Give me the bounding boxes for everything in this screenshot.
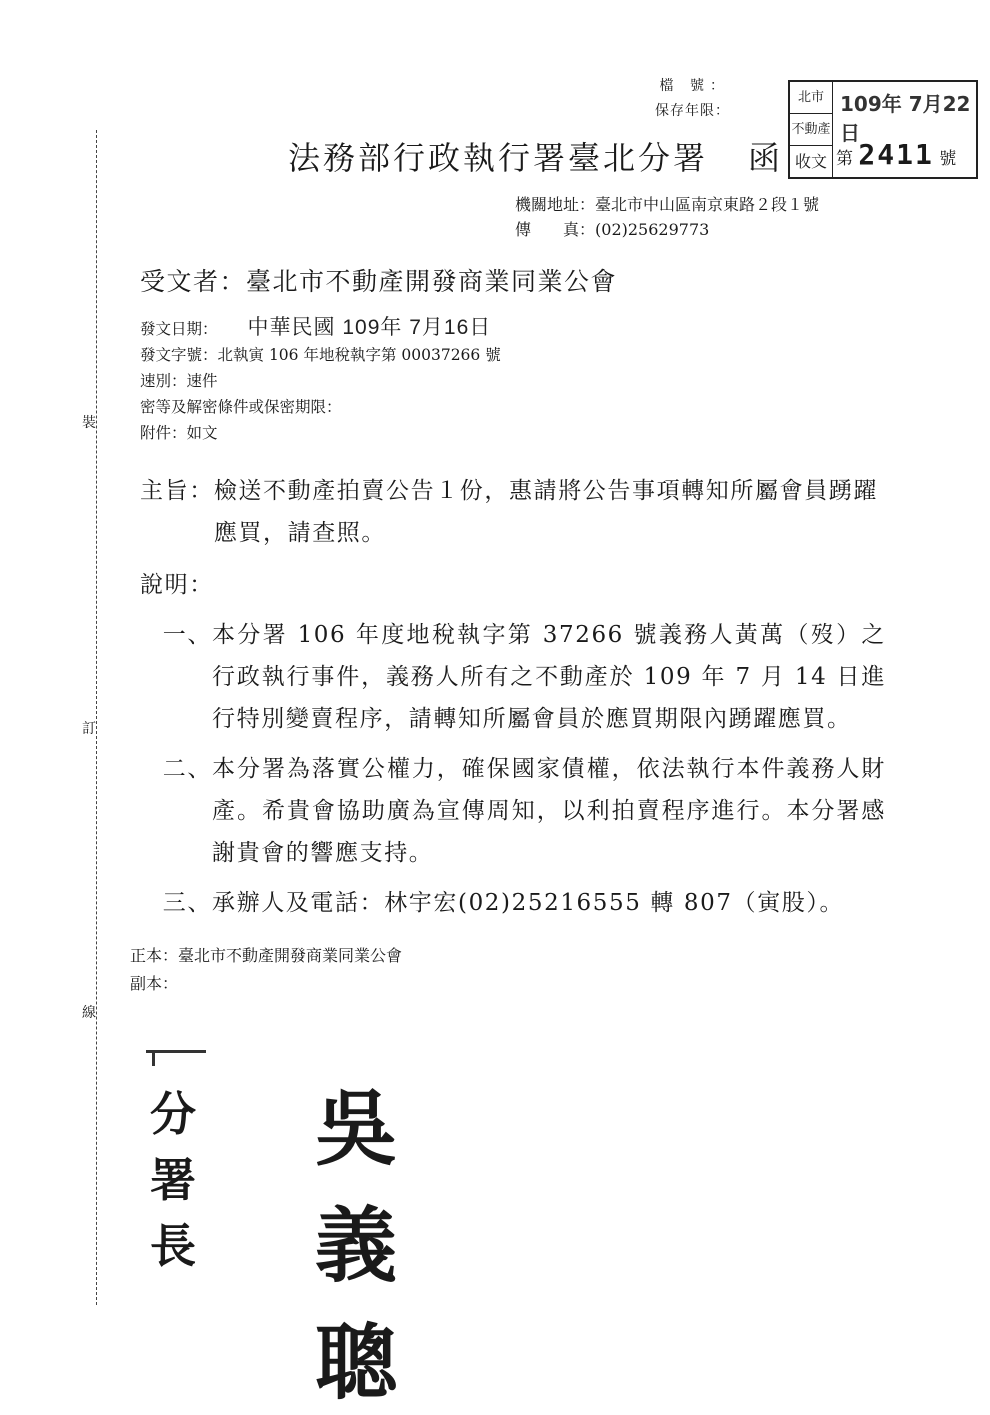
document-title bbox=[288, 133, 783, 179]
binding-line bbox=[96, 130, 97, 1305]
signature-role: 分署長 bbox=[150, 1087, 198, 1273]
subject-label: 主旨： bbox=[140, 478, 214, 504]
explanation-label: 說明： bbox=[140, 572, 214, 598]
speed-label: 速別： bbox=[140, 372, 187, 390]
stamp-org-line-3: 收文 bbox=[794, 152, 827, 171]
speed-value: 速件 bbox=[186, 372, 218, 390]
subject-text: 檢送不動產拍賣公告１份，惠請將公告事項轉知所屬會員踴躍應買，請查照。 bbox=[213, 478, 879, 546]
explanation-item bbox=[140, 614, 886, 740]
copies bbox=[130, 942, 402, 998]
document-type: 函 bbox=[748, 139, 784, 177]
date-label: 發文日期： bbox=[140, 320, 218, 338]
fax-label: 傳 真： bbox=[515, 220, 596, 239]
item-index: 二、 bbox=[162, 756, 212, 782]
dispatch-meta bbox=[140, 315, 501, 446]
item-text: 本分署為落實公權力，確保國家債權，依法執行本件義務人財產。希貴會協助廣為宣傳周知，以利拍賣程序進行。本分署感謝貴會的響應支持。 bbox=[212, 756, 886, 866]
retention-label: 保存年限： bbox=[655, 103, 730, 119]
explanation-item bbox=[140, 882, 886, 924]
explanation-item bbox=[140, 748, 886, 874]
doc-no-label: 發文字號： bbox=[140, 346, 218, 364]
binding-mark-bind: 裝 bbox=[82, 412, 96, 434]
item-text: 本分署 106 年度地稅執字第 37266 號義務人黃萬（歿）之行政執行事件，義務人所有之不動產於 109 年 7 月 14 日進行特別變賣程序，請轉知所屬會員於應買期限內踴躍應買。 bbox=[212, 622, 886, 732]
binding-mark-line: 線 bbox=[82, 1002, 96, 1024]
agency-name: 法務部行政執行署臺北分署 bbox=[288, 139, 709, 177]
item-index: 三、 bbox=[162, 890, 212, 916]
archive-fields bbox=[630, 74, 730, 124]
stamp-number-suffix: 號 bbox=[939, 149, 957, 169]
receipt-stamp bbox=[788, 80, 978, 179]
attachment-value: 如文 bbox=[186, 424, 218, 442]
original-label: 正本： bbox=[130, 946, 179, 965]
item-text: 承辦人及電話：林宇宏(02)25216555 轉 807（寅股）。 bbox=[212, 890, 845, 916]
stamp-number bbox=[836, 138, 956, 171]
signature-stroke bbox=[152, 1052, 155, 1066]
stamp-org-line-1: 北市 bbox=[790, 82, 832, 114]
secret-label: 密等及解密條件或保密期限： bbox=[140, 398, 342, 416]
item-index: 一、 bbox=[162, 622, 212, 648]
fax-value: (02)25629773 bbox=[595, 220, 710, 239]
attachment-label: 附件： bbox=[140, 424, 187, 442]
sender-info bbox=[515, 192, 819, 242]
doc-no-value: 北執寅 106 年地稅執字第 00037266 號 bbox=[217, 346, 501, 364]
signature-stroke bbox=[146, 1050, 206, 1053]
date-value: 中華民國 109年 7月16日 bbox=[247, 316, 492, 339]
subject bbox=[140, 470, 886, 554]
stamp-org bbox=[790, 82, 833, 177]
file-no-label: 檔 號： bbox=[659, 78, 730, 94]
copy-label: 副本： bbox=[130, 974, 179, 993]
explanation-items bbox=[140, 614, 886, 924]
original-value: 臺北市不動產開發商業同業公會 bbox=[178, 946, 403, 965]
stamp-org-line-2: 不動產 bbox=[790, 114, 832, 146]
recipient-label: 受文者： bbox=[140, 267, 247, 296]
signature-name: 吳義聰 bbox=[315, 1081, 408, 1411]
recipient-name: 臺北市不動產開發商業同業公會 bbox=[246, 267, 618, 296]
address-value: 臺北市中山區南京東路２段１號 bbox=[595, 195, 820, 214]
binding-mark-staple: 訂 bbox=[82, 718, 96, 740]
stamp-number-prefix: 第 bbox=[836, 149, 853, 169]
recipient bbox=[140, 262, 617, 298]
address-label: 機關地址： bbox=[515, 195, 596, 214]
stamp-date: 109年 7月22日 bbox=[840, 92, 971, 145]
letter-body bbox=[140, 470, 886, 924]
stamp-number-value: 2411 bbox=[858, 138, 934, 171]
